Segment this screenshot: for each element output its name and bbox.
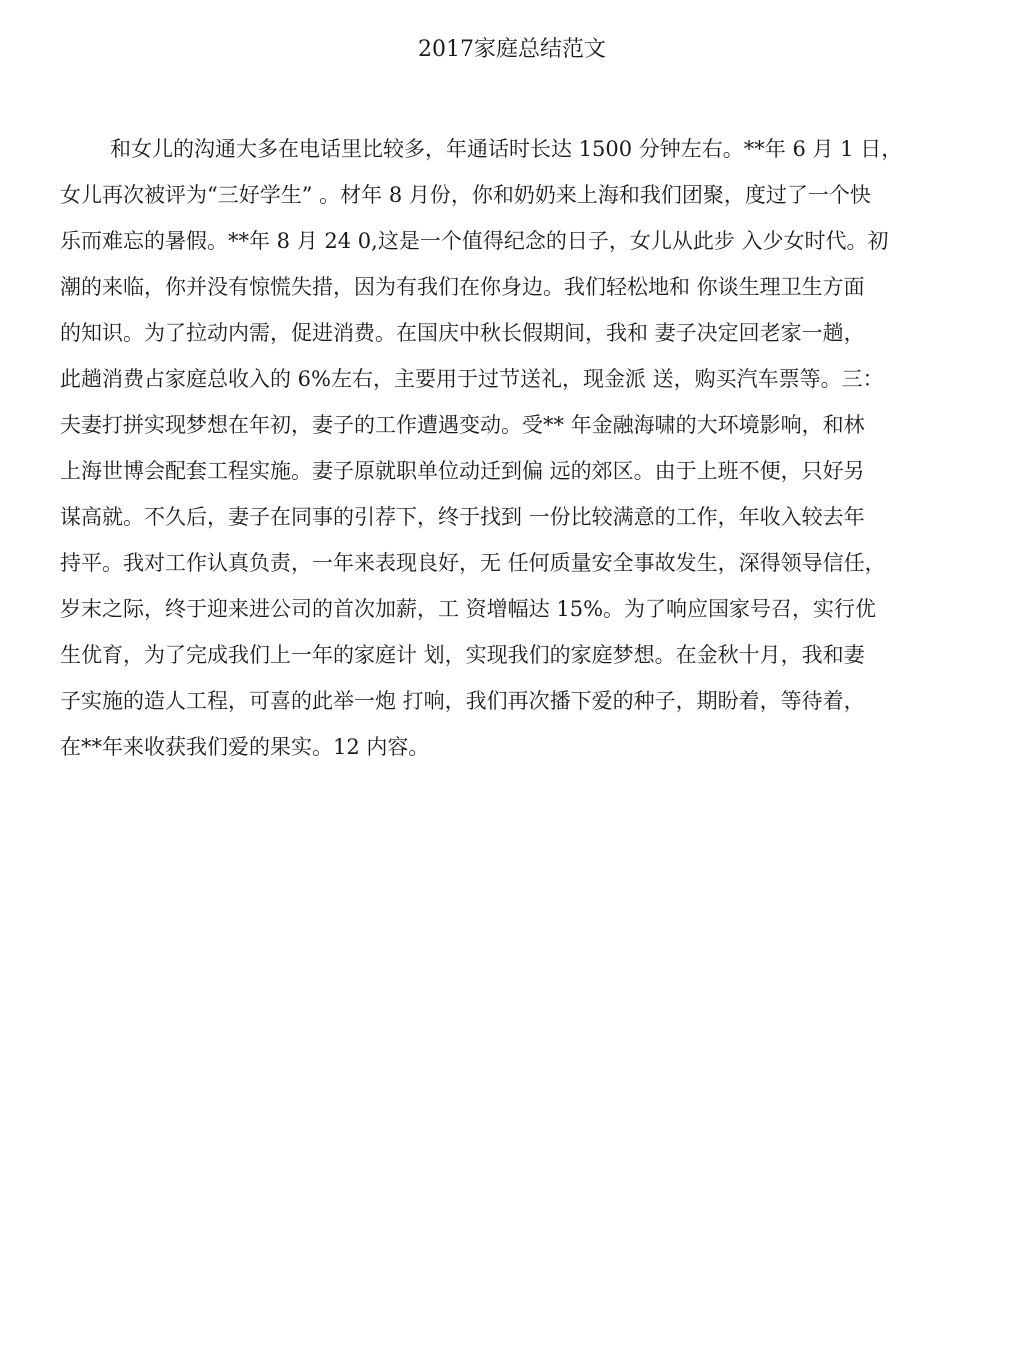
document-title: 2017家庭总结范文 xyxy=(418,37,606,62)
body-line: 和女儿的沟通大多在电话里比较多，年通话时长达 1500 分钟左右。**年 6 月 1 日， xyxy=(110,137,903,161)
body-line: 在**年来收获我们爱的果实。12 内容。 xyxy=(60,735,430,759)
body-line: 岁末之际，终于迎来进公司的首次加薪，工 资增幅达 15%。为了响应国家号召，实行优 xyxy=(60,597,877,621)
body-line: 夫妻打拼实现梦想在年初，妻子的工作遭遇变动。受** 年金融海啸的大环境影响，和林 xyxy=(60,413,865,437)
body-line: 的知识。为了拉动内需，促进消费。在国庆中秋长假期间，我和 妻子决定回老家一趟， xyxy=(60,321,865,345)
document-body xyxy=(60,126,970,770)
body-line: 谋高就。不久后，妻子在同事的引荐下，终于找到 一份比较满意的工作，年收入较去年 xyxy=(60,505,865,529)
body-line: 持平。我对工作认真负责，一年来表现良好，无 任何质量安全事故发生，深得领导信任， xyxy=(60,551,886,575)
body-line: 生优育，为了完成我们上一年的家庭计 划，实现我们的家庭梦想。在金秋十月，我和妻 xyxy=(60,643,865,667)
body-line: 乐而难忘的暑假。**年 8 月 24 0,这是一个值得纪念的日子，女儿从此步 入少女时代。初 xyxy=(60,229,889,253)
body-line: 潮的来临，你并没有惊慌失措，因为有我们在你身边。我们轻松地和 你谈生理卫生方面 xyxy=(60,275,865,299)
body-line: 女儿再次被评为“三好学生” 。材年 8 月份，你和奶奶来上海和我们团聚，度过了一个快 xyxy=(60,183,871,207)
body-line: 上海世博会配套工程实施。妻子原就职单位动迁到偏 远的郊区。由于上班不便，只好另 xyxy=(60,459,865,483)
body-line: 子实施的造人工程，可喜的此举一炮 打响，我们再次播下爱的种子，期盼着，等待着， xyxy=(60,689,865,713)
body-line: 此趟消费占家庭总收入的 6%左右，主要用于过节送礼，现金派 送，购买汽车票等。三： xyxy=(60,367,884,391)
